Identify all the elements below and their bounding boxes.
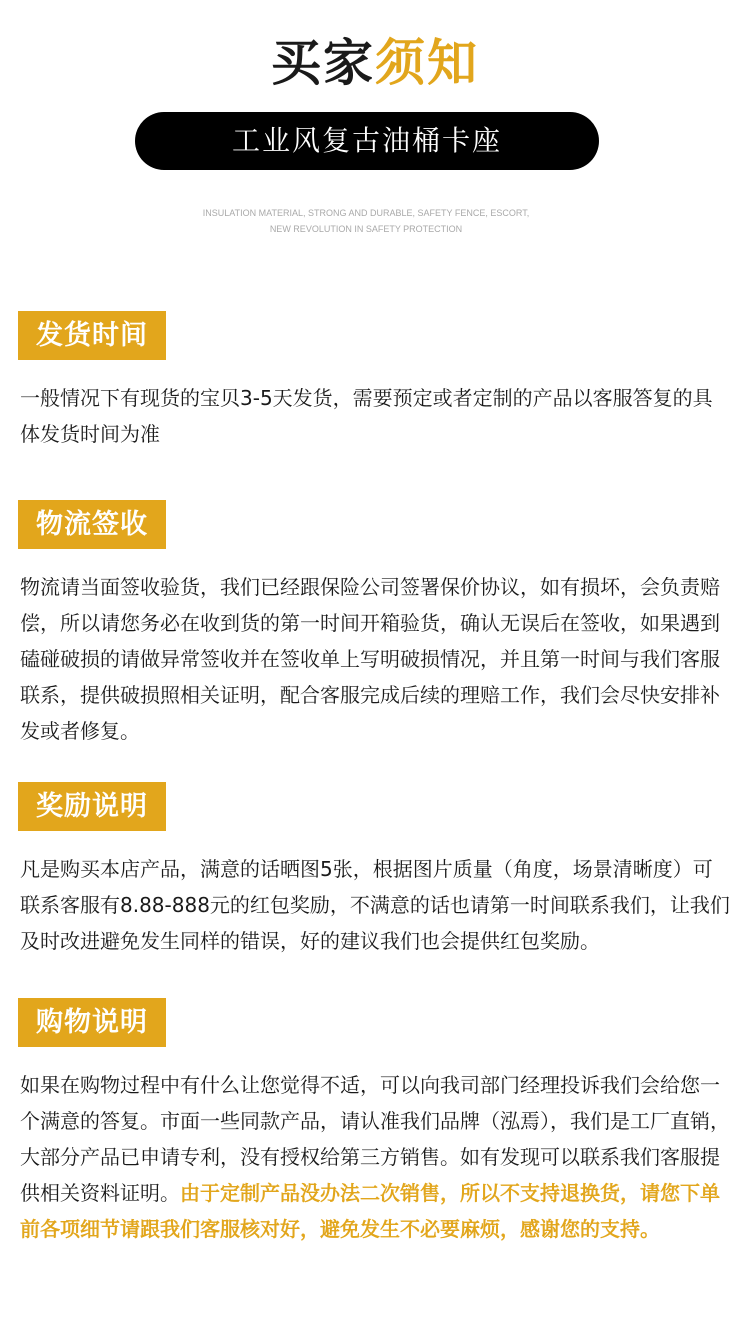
- title-part-2: 须知: [375, 34, 479, 92]
- tagline-line-1: INSULATION MATERIAL, STRONG AND DURABLE, SAFETY FENCE, ESCORT,: [202, 208, 530, 218]
- tagline-line-2: NEW REVOLUTION IN SAFETY PROTECTION: [269, 224, 463, 234]
- section-heading-shipping-time: 发货时间: [18, 311, 166, 360]
- section-body-reward: 凡是购买本店产品，满意的话晒图5张，根据图片质量（角度，场景清晰度）可联系客服有8.88-888元的红包奖励，不满意的话也请第一时间联系我们，让我们及时改进避免发生同样的错误，好的建议我们也会提供红包奖励。: [20, 857, 730, 953]
- page-title: [0, 30, 750, 96]
- product-name-banner: 工业风复古油桶卡座: [135, 112, 599, 170]
- title-part-1: 买家: [271, 34, 375, 92]
- section-body-shopping-notes: [20, 1067, 732, 1247]
- section-body-logistics-signoff: 物流请当面签收验货，我们已经跟保险公司签署保价协议，如有损坏，会负责赔偿，所以请您务必在收到货的第一时间开箱验货，确认无误后在签收，如果遇到磕碰破损的请做异常签收并在签收单上写明破损情况，并且第一时间与我们客服联系，提供破损照相关证明，配合客服完成后续的理赔工作，我们会尽快安排补发或者修复。: [20, 575, 720, 743]
- section-heading-shopping-notes: 购物说明: [18, 998, 166, 1047]
- no-return-notice: 由于定制产品没办法二次销售，所以不支持退换货，请您下单前各项细节请跟我们客服核对好，避免发生不必要麻烦，感谢您的支持。: [20, 1181, 720, 1241]
- section-heading-logistics-signoff: 物流签收: [18, 500, 166, 549]
- section-body-shipping-time: 一般情况下有现货的宝贝3-5天发货，需要预定或者定制的产品以客服答复的具体发货时间为准: [20, 386, 713, 446]
- tagline: [0, 205, 732, 237]
- section-heading-reward: 奖励说明: [18, 782, 166, 831]
- shopping-notes-text: 如果在购物过程中有什么让您觉得不适，可以向我司部门经理投诉我们会给您一个满意的答复。市面一些同款产品，请认准我们品牌（泓焉），我们是工厂直销，大部分产品已申请专利，没有授权给第三方销售。如有发现可以联系我们客服提供相关资料证明。: [20, 1073, 730, 1205]
